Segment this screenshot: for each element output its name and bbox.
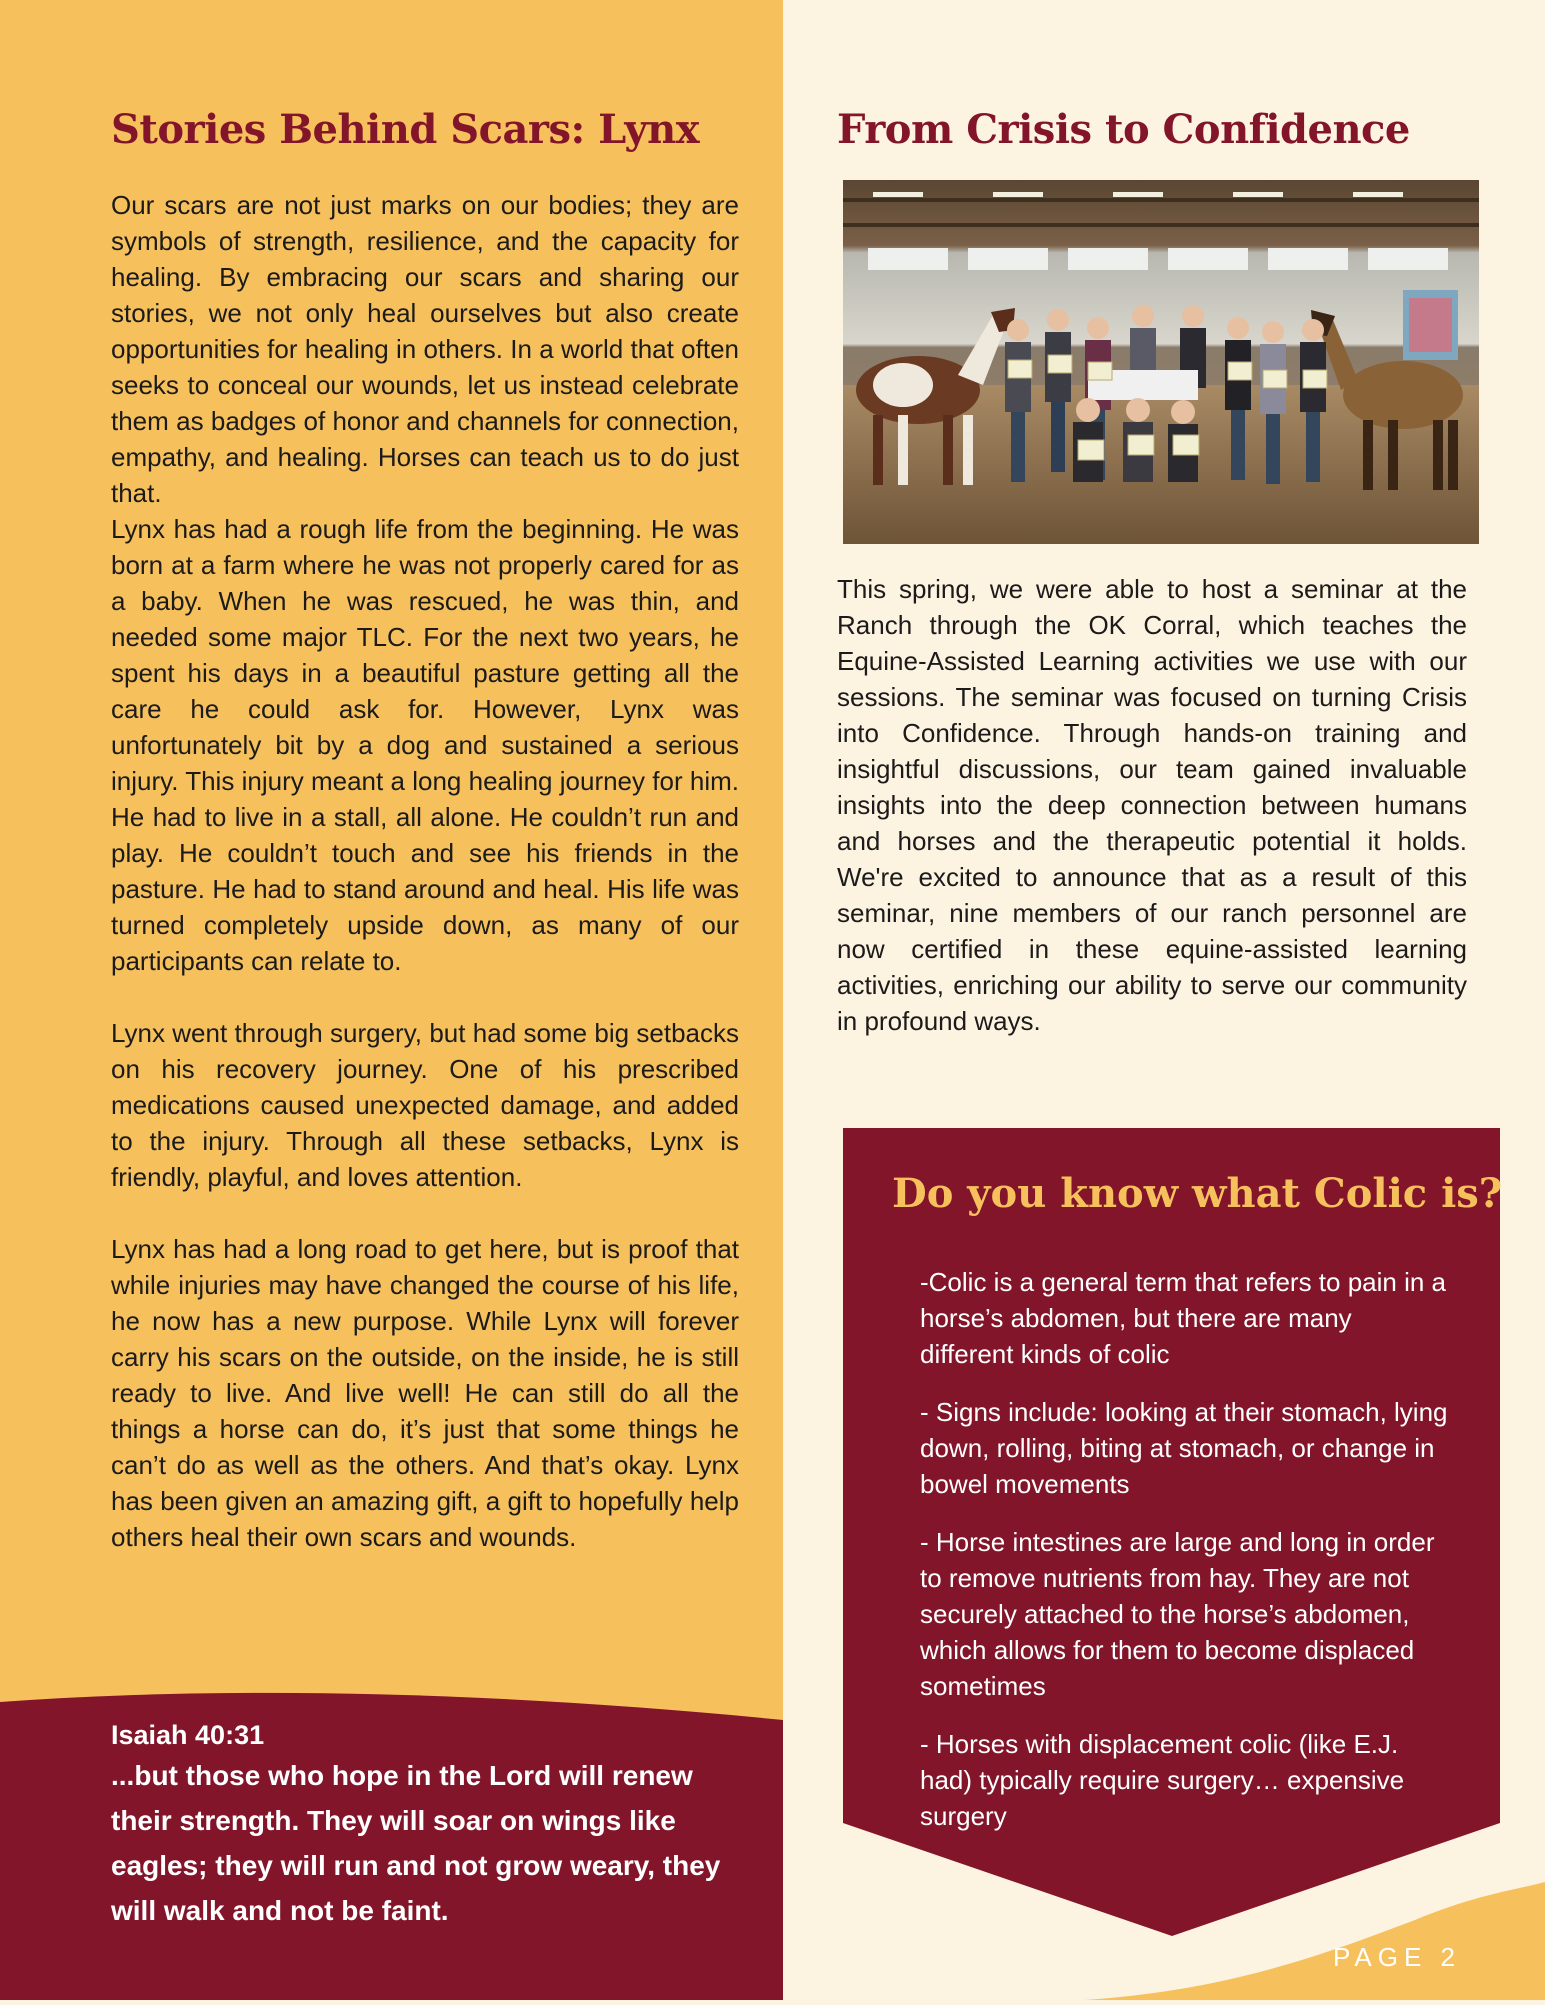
lynx-paragraph-3: Lynx went through surgery, but had some big setbacks on his recovery journey. One of his prescribed medications caused unexpected damage, and added to the injury. Through all these setbacks, Lynx is friendly, playful, and loves attention. bbox=[111, 1018, 739, 1192]
lynx-story-title: Stories Behind Scars: Lynx bbox=[111, 106, 700, 153]
lynx-paragraph-1: Our scars are not just marks on our bodies; they are symbols of strength, resilience, and the capacity for healing. By embracing our scars and sharing our stories, we not only heal ourselves but also create opportunities for healing in others. In a world that often seeks to conceal our wounds, let us instead celebrate them as badges of honor and channels for connection, empathy, and healing. Horses can teach us to do just that. bbox=[111, 190, 739, 508]
page-number: PAGE 2 bbox=[1333, 1942, 1462, 1972]
crisis-confidence-title: From Crisis to Confidence bbox=[837, 106, 1410, 153]
crisis-confidence-body: This spring, we were able to host a seminar at the Ranch through the OK Corral, which teaches the Equine-Assisted Learning activities we use with our sessions. The seminar was focused on turning Crisis into Confidence. Through hands-on training and insightful discussions, our team gained invaluable insights into the deep connection between humans and horses and the therapeutic potential it holds. We're excited to announce that as a result of this seminar, nine members of our ranch personnel are now certified in these equine-assisted learning activities, enriching our ability to serve our community in profound ways. bbox=[837, 574, 1467, 1036]
lynx-paragraph-2: Lynx has had a rough life from the beginning. He was born at a farm where he was not properly cared for as a baby. When he was rescued, he was thin, and needed some major TLC. For the next two years, he spent his days in a beautiful pasture getting all the care he could ask for. However, Lynx was unfortunately bit by a dog and sustained a serious injury. This injury meant a long healing journey for him. He had to live in a stall, all alone. He couldn’t run and play. He couldn’t touch and see his friends in the pasture. He had to stand around and heal. His life was turned completely upside down, as many of our participants can relate to. bbox=[111, 514, 739, 976]
lynx-story-body bbox=[111, 187, 739, 1555]
colic-fact: - Signs include: looking at their stomach, lying down, rolling, biting at stomach, or change in bowel movements bbox=[920, 1397, 1448, 1499]
seminar-group-photo bbox=[843, 180, 1479, 544]
lynx-paragraph-4: Lynx has had a long road to get here, but is proof that while injuries may have changed the course of his life, he now has a new purpose. While Lynx will forever carry his scars on the outside, on the inside, he is still ready to live. And live well! He can still do all the things a horse can do, it’s just that some things he can’t do as well as the others. And that’s okay. Lynx has been given an amazing gift, a gift to hopefully help others heal their own scars and wounds. bbox=[111, 1234, 739, 1552]
verse-text: ...but those who hope in the Lord will renew their strength. They will soar on wings like eagles; they will run and not grow weary, they will walk and not be faint. bbox=[111, 1760, 721, 1926]
colic-facts-list bbox=[920, 1264, 1450, 1856]
colic-fact: - Horses with displacement colic (like E.J. had) typically require surgery… expensive surgery bbox=[920, 1729, 1405, 1831]
colic-title: Do you know what Colic is? bbox=[892, 1170, 1503, 1217]
colic-fact: -Colic is a general term that refers to pain in a horse’s abdomen, but there are many different kinds of colic bbox=[920, 1267, 1447, 1369]
bible-verse bbox=[111, 1717, 751, 1933]
colic-fact: - Horse intestines are large and long in order to remove nutrients from hay. They are not securely attached to the horse’s abdomen, which allows for them to become displaced sometimes bbox=[920, 1527, 1435, 1701]
verse-reference: Isaiah 40:31 bbox=[111, 1720, 265, 1750]
